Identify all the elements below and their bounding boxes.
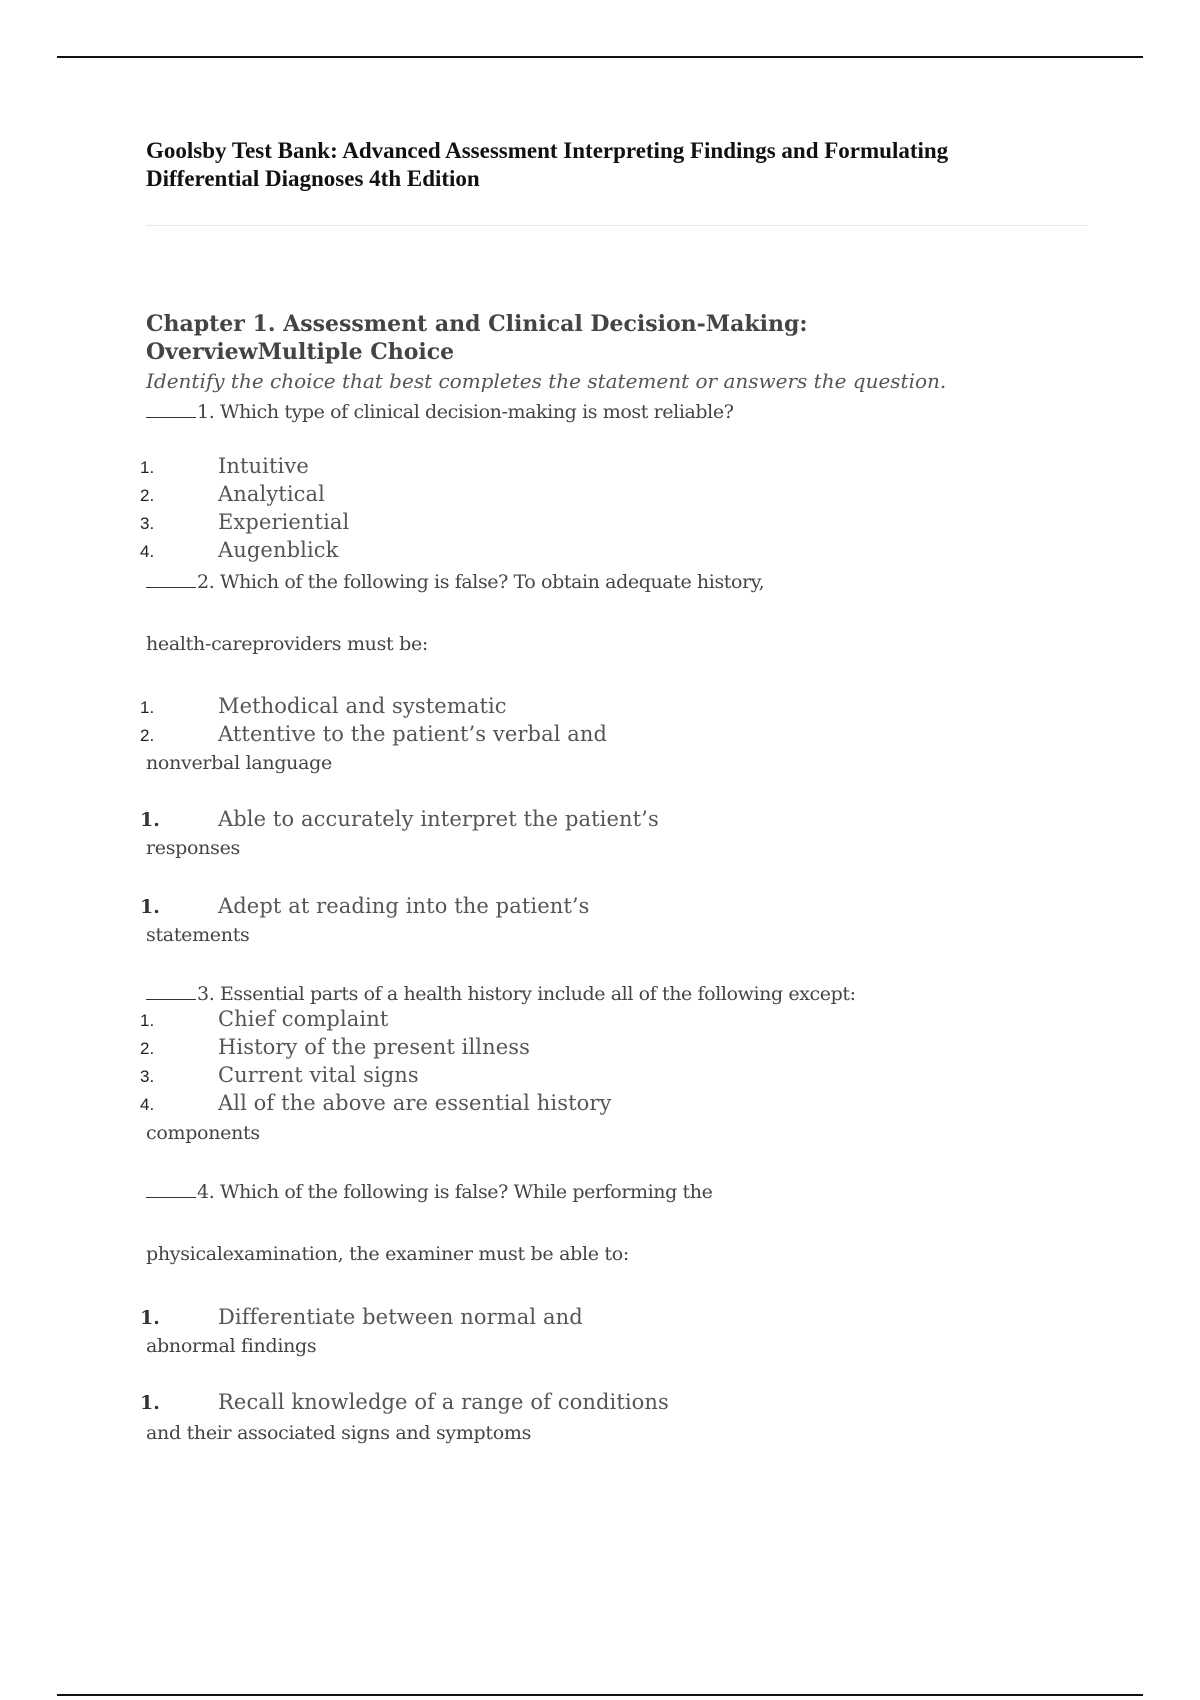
option-number: 1.: [140, 698, 155, 717]
answer-blank[interactable]: [146, 397, 196, 418]
option-number: 1.: [140, 1392, 160, 1414]
option-number: 1.: [140, 458, 155, 477]
chapter-heading-line-2: OverviewMultiple Choice: [146, 339, 455, 365]
option-number: 4.: [140, 542, 155, 561]
option-number: 2.: [140, 1039, 155, 1058]
bottom-rule: [57, 1694, 1143, 1696]
chapter-heading-line-1: Chapter 1. Assessment and Clinical Decision-Making:: [146, 311, 808, 337]
question-2-option-3-continued: responses: [146, 837, 240, 859]
option-number: 1.: [140, 1011, 155, 1030]
option-number: 3.: [140, 1067, 155, 1086]
chapter-heading: [146, 310, 1046, 366]
question-1-option-2: Analytical: [218, 482, 325, 506]
document-title-line-1: Goolsby Test Bank: Advanced Assessment Interpreting Findings and Formulating: [146, 138, 949, 163]
question-4-option-2-continued: and their associated signs and symptoms: [146, 1422, 532, 1444]
option-number: 4.: [140, 1095, 155, 1114]
option-number: 2.: [140, 726, 155, 745]
question-3-option-4: All of the above are essential history: [218, 1091, 612, 1115]
question-2-text: 2. Which of the following is false? To obtain adequate history,: [197, 571, 765, 593]
question-1-option-1: Intuitive: [218, 454, 309, 478]
question-4-option-1: Differentiate between normal and: [218, 1305, 583, 1329]
option-number: 1.: [140, 896, 160, 918]
title-divider: [146, 225, 1088, 226]
option-number: 2.: [140, 486, 155, 505]
question-1-option-4: Augenblick: [218, 538, 339, 562]
instruction-text: Identify the choice that best completes the statement or answers the question.: [146, 369, 947, 393]
top-rule: [57, 56, 1143, 58]
question-3-option-1: Chief complaint: [218, 1007, 389, 1031]
document-title-line-2: Differential Diagnoses 4th Edition: [146, 166, 480, 191]
question-4-prompt-continued: physicalexamination, the examiner must be able to:: [146, 1243, 630, 1265]
question-2-option-3: Able to accurately interpret the patient’s: [218, 807, 659, 831]
question-2-prompt-continued: health-careproviders must be:: [146, 633, 429, 655]
question-4-option-1-continued: abnormal findings: [146, 1335, 317, 1357]
question-1-text: 1. Which type of clinical decision-making is most reliable?: [197, 401, 734, 423]
question-3-option-4-continued: components: [146, 1122, 260, 1144]
option-number: 1.: [140, 1307, 160, 1329]
question-2-option-1: Methodical and systematic: [218, 694, 507, 718]
document-title: [146, 137, 1046, 193]
question-1-option-3: Experiential: [218, 510, 350, 534]
option-number: 1.: [140, 809, 160, 831]
question-3-text: 3. Essential parts of a health history include all of the following except:: [197, 983, 856, 1005]
question-2-option-4-continued: statements: [146, 924, 250, 946]
answer-blank[interactable]: [146, 567, 196, 588]
question-1-prompt: [146, 397, 734, 425]
answer-blank[interactable]: [146, 1177, 196, 1198]
question-2-option-2: Attentive to the patient’s verbal and: [218, 722, 608, 746]
question-2-option-2-continued: nonverbal language: [146, 752, 332, 774]
option-number: 3.: [140, 514, 155, 533]
question-3-option-2: History of the present illness: [218, 1035, 531, 1059]
question-3-prompt: [146, 979, 856, 1007]
question-4-text: 4. Which of the following is false? While performing the: [197, 1181, 713, 1203]
question-4-prompt: [146, 1177, 712, 1205]
question-2-option-4: Adept at reading into the patient’s: [218, 894, 590, 918]
question-4-option-2: Recall knowledge of a range of conditions: [218, 1390, 669, 1414]
answer-blank[interactable]: [146, 979, 196, 1000]
question-3-option-3: Current vital signs: [218, 1063, 419, 1087]
question-2-prompt: [146, 567, 764, 595]
